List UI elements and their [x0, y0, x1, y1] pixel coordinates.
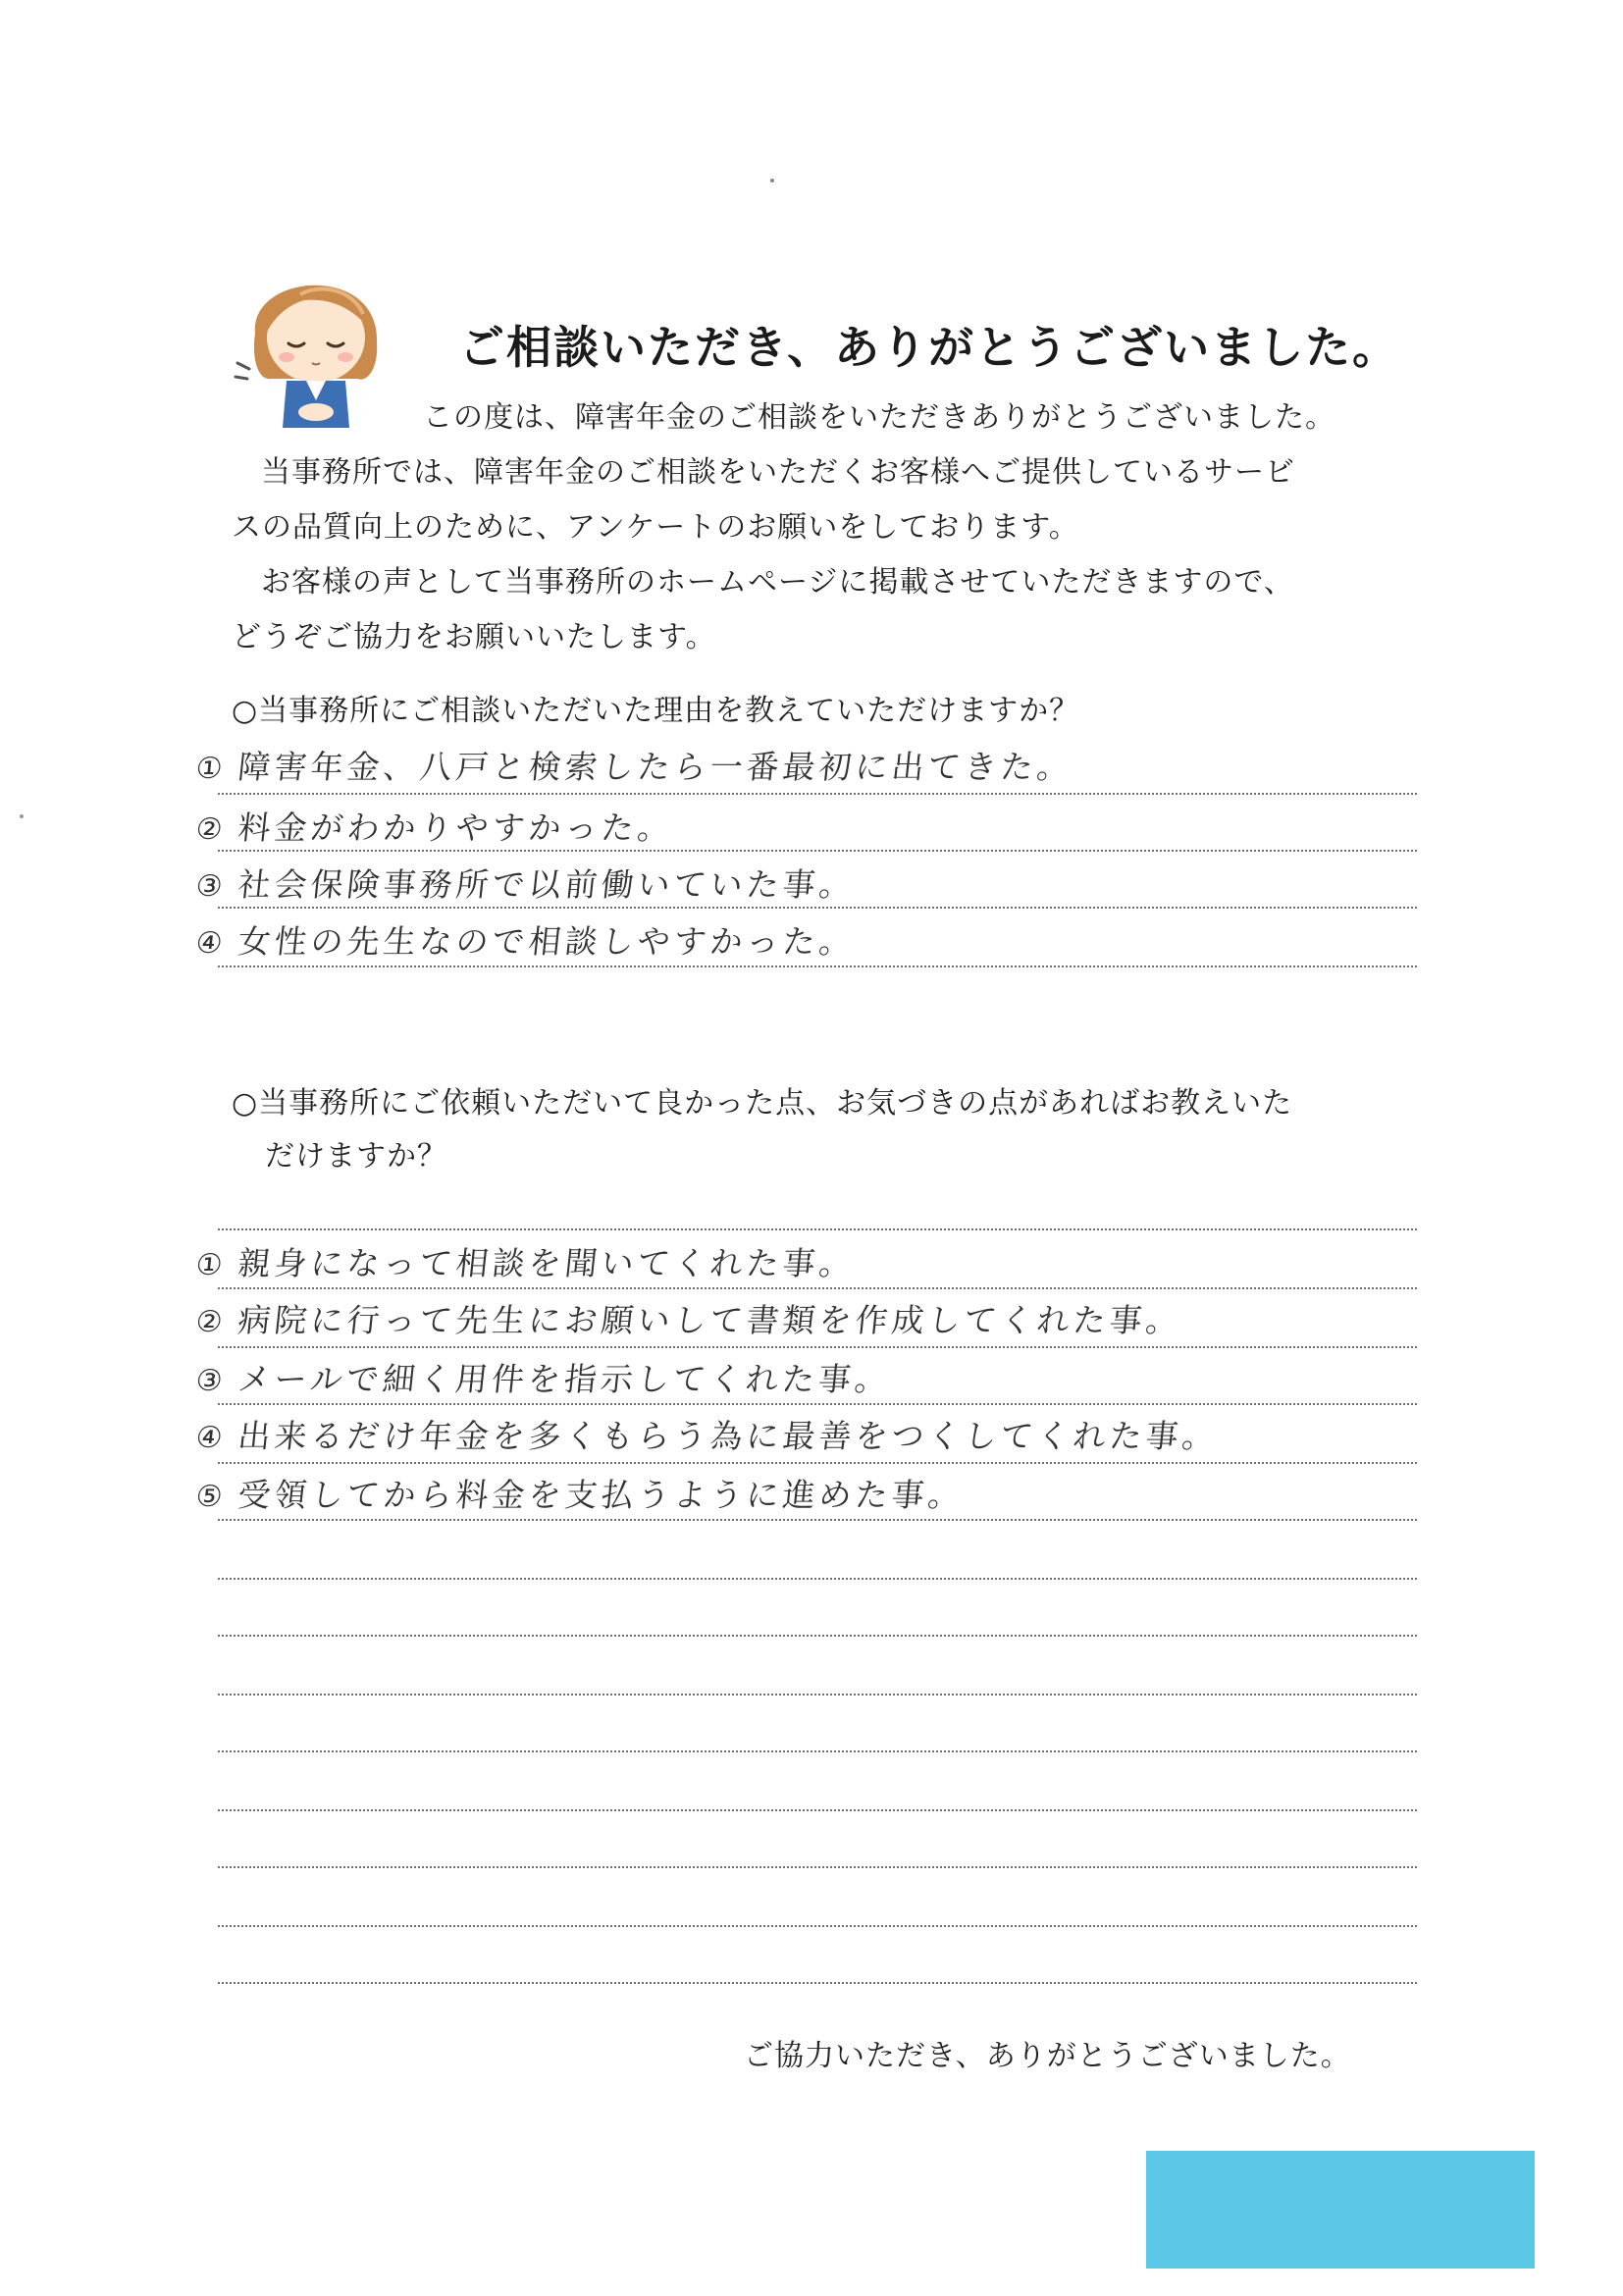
- answer-rule: [218, 1519, 1417, 1521]
- intro-line: どうぞご協力をお願いいたします。: [232, 620, 716, 654]
- answer-rule: [218, 1925, 1417, 1927]
- intro-line: 当事務所では、障害年金のご相談をいただくお客様へご提供しているサービ: [261, 455, 1295, 490]
- question-2: [232, 1077, 1429, 1183]
- question-2-line: ○当事務所にご依頼いただいて良かった点、お気づきの点があればお教えいた: [232, 1086, 1293, 1121]
- answer-number: ②: [193, 1305, 229, 1339]
- intro-paragraph: [232, 391, 1409, 665]
- answer-rule: [218, 965, 1417, 967]
- answer-number: ⑤: [193, 1480, 229, 1514]
- answer-number: ③: [193, 869, 229, 904]
- answer-2-1: [194, 1238, 859, 1284]
- answer-rule: [218, 1982, 1417, 1984]
- answer-text: 出来るだけ年金を多くもらう為に最善をつくしてくれた事。: [236, 1417, 1221, 1455]
- answer-1-3: [194, 860, 859, 906]
- answer-rule: [218, 1228, 1417, 1230]
- answer-rule: [218, 1866, 1417, 1868]
- answer-number: ①: [193, 752, 229, 786]
- answer-number: ④: [193, 926, 229, 961]
- intro-line: お客様の声として当事務所のホームページに掲載させていただきますので、: [261, 565, 1294, 600]
- answer-2-4: [194, 1411, 1222, 1457]
- page-title: ご相談いただき、ありがとうございました。: [459, 321, 1400, 374]
- scan-speck: [20, 814, 24, 818]
- answer-text: メールで細く用件を指示してくれた事。: [236, 1360, 894, 1398]
- answer-number: ①: [193, 1248, 229, 1282]
- intro-line: この度は、障害年金のご相談をいただきありがとうございました。: [423, 400, 1335, 435]
- answer-1-2: [194, 803, 677, 849]
- answer-rule: [218, 1635, 1417, 1637]
- answer-number: ④: [193, 1421, 229, 1455]
- answer-2-5: [194, 1470, 968, 1516]
- answer-1-1: [194, 742, 1076, 788]
- scan-speck: [770, 179, 774, 183]
- answer-text: 障害年金、八戸と検索したら一番最初に出てきた。: [236, 748, 1075, 786]
- answer-text: 親身になって相談を聞いてくれた事。: [236, 1244, 858, 1282]
- answer-rule: [218, 1462, 1417, 1464]
- answer-rule: [218, 1578, 1417, 1580]
- answer-2-2: [194, 1295, 1185, 1341]
- answer-number: ②: [193, 812, 229, 847]
- answer-text: 社会保険事務所で以前働いていた事。: [236, 865, 858, 904]
- question-1: ○当事務所にご相談いただいた理由を教えていただけますか？: [232, 694, 1080, 728]
- answer-text: 受領してから料金を支払うように進めた事。: [236, 1476, 967, 1514]
- answer-rule: [218, 1809, 1417, 1811]
- answer-rule: [218, 1346, 1417, 1348]
- answer-rule: [218, 1694, 1417, 1696]
- answer-rule: [218, 1403, 1417, 1405]
- answer-text: 料金がわかりやすかった。: [236, 809, 676, 847]
- answer-rule: [218, 907, 1417, 909]
- answer-1-4: [194, 916, 859, 963]
- answer-rule: [218, 1287, 1417, 1289]
- answer-rule: [218, 793, 1417, 795]
- closing-message: ご協力いただき、ありがとうございました。: [744, 2039, 1351, 2073]
- answer-2-3: [194, 1354, 894, 1400]
- answer-text: 病院に行って先生にお願いして書類を作成してくれた事。: [236, 1301, 1184, 1339]
- intro-line: スの品質向上のために、アンケートのお願いをしております。: [232, 510, 1079, 545]
- answer-rule: [218, 1750, 1417, 1752]
- answer-text: 女性の先生なので相談しやすかった。: [236, 922, 858, 961]
- question-2-line: だけますか？: [265, 1139, 447, 1174]
- answer-rule: [218, 850, 1417, 852]
- answer-number: ③: [193, 1364, 229, 1398]
- redaction-block: [1146, 2151, 1535, 2269]
